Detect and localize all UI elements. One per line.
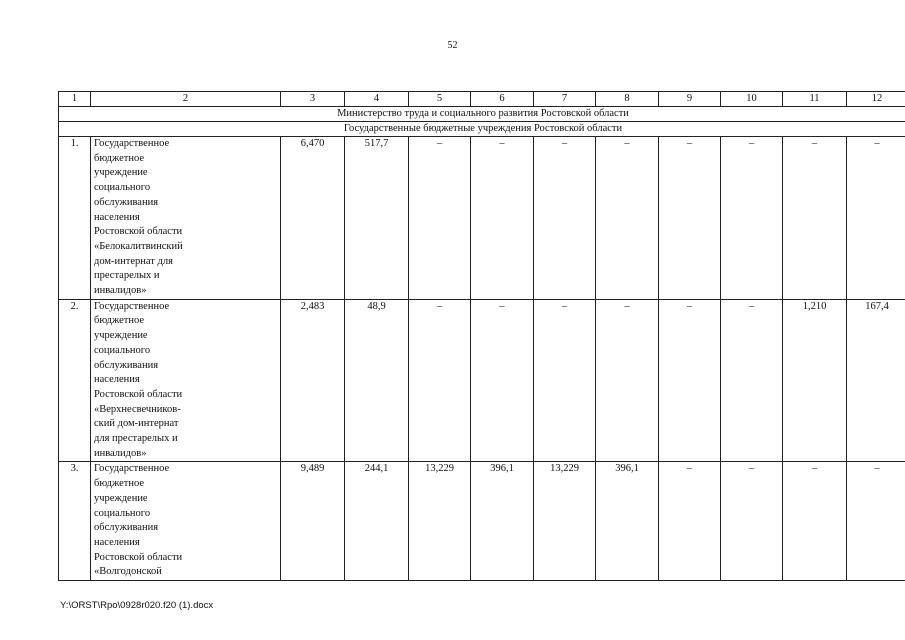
budget-table [58,91,905,581]
value-cell: – [596,137,659,300]
value-cell: 2,483 [281,299,345,462]
value-cell: 517,7 [345,137,409,300]
value-cell: 396,1 [471,462,534,581]
value-cell: 48,9 [345,299,409,462]
value-cell: – [783,137,847,300]
column-header: 3 [281,92,345,107]
column-header: 5 [409,92,471,107]
page-number: 52 [447,40,458,51]
value-cell: 9,489 [281,462,345,581]
table-row [59,137,905,300]
column-header: 11 [783,92,847,107]
value-cell: – [534,137,596,300]
column-header: 12 [847,92,905,107]
value-cell: 13,229 [534,462,596,581]
value-cell: – [721,462,783,581]
value-cell: – [659,462,721,581]
value-cell: – [471,137,534,300]
value-cell: 6,470 [281,137,345,300]
row-number: 1. [59,137,91,300]
value-cell: 396,1 [596,462,659,581]
column-header: 1 [59,92,91,107]
value-cell: – [409,137,471,300]
group-heading-row [59,122,905,137]
institution-name: Государственное бюджетное учреждение социального обслуживания населения Ростовской области «Волгодонской [91,462,281,581]
column-header: 7 [534,92,596,107]
column-header: 4 [345,92,409,107]
footer-file-path: Y:\ORST\Rpo\0928r020.f20 (1).docx [60,600,214,611]
institution-name: Государственное бюджетное учреждение социального обслуживания населения Ростовской области «Белокалитвинский дом-интернат для престарелых и инвалидов» [91,137,281,300]
value-cell: – [847,137,905,300]
row-number: 3. [59,462,91,581]
column-header: 8 [596,92,659,107]
value-cell: 13,229 [409,462,471,581]
ministry-heading-row [59,107,905,122]
value-cell: – [659,299,721,462]
value-cell: – [721,299,783,462]
row-number: 2. [59,299,91,462]
value-cell: 244,1 [345,462,409,581]
table-row [59,462,905,581]
value-cell: – [721,137,783,300]
column-header: 6 [471,92,534,107]
value-cell: – [534,299,596,462]
value-cell: 167,4 [847,299,905,462]
group-heading: Государственные бюджетные учреждения Ростовской области [59,122,905,137]
column-header: 9 [659,92,721,107]
ministry-heading: Министерство труда и социального развития Ростовской области [59,107,905,122]
column-header: 2 [91,92,281,107]
value-cell: – [471,299,534,462]
table-row [59,299,905,462]
column-header: 10 [721,92,783,107]
value-cell: – [847,462,905,581]
value-cell: 1,210 [783,299,847,462]
institution-name: Государственное бюджетное учреждение социального обслуживания населения Ростовской области «Верхнесвечников- ский дом-интернат для престарелых и инвалидов» [91,299,281,462]
value-cell: – [596,299,659,462]
value-cell: – [409,299,471,462]
value-cell: – [783,462,847,581]
value-cell: – [659,137,721,300]
column-header-row [59,92,905,107]
